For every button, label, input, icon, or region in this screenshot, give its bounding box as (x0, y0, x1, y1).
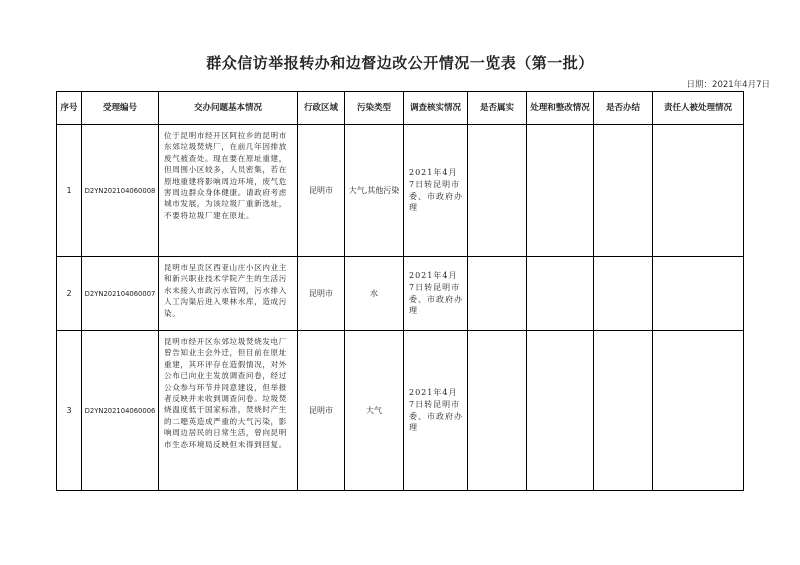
investigation-cell: 2021年4月7日转昆明市委、市政府办理 (404, 331, 468, 491)
issue-description: 位于昆明市经开区阿拉乡的昆明市东郊垃圾焚烧厂，在前几年因排放废气被查处。现在要在原址重建，但周围小区较多，人员密集，若在原地重建将影响周边环境，废气危害周边群众身体健康。请政府考虑城市发展，为该垃圾厂重新选址，不要将垃圾厂建在原址。 (159, 125, 298, 257)
pollution-type-cell: 大气 (345, 331, 404, 491)
header-responsible-handling: 责任人被处理情况 (653, 92, 744, 125)
region-cell: 昆明市 (298, 331, 345, 491)
investigation-cell: 2021年4月7日转昆明市委、市政府办理 (404, 257, 468, 331)
investigation-cell: 2021年4月7日转昆明市委、市政府办理 (404, 125, 468, 257)
table-row (57, 331, 744, 491)
row-number: 3 (57, 331, 82, 491)
header-handling: 处理和整改情况 (527, 92, 594, 125)
is-closed-cell (594, 257, 653, 331)
pollution-type-cell: 大气,其他污染 (345, 125, 404, 257)
table-row (57, 125, 744, 257)
page-title: 群众信访举报转办和边督边改公开情况一览表（第一批） (206, 54, 594, 72)
header-is-true: 是否属实 (468, 92, 527, 125)
pollution-type-cell: 水 (345, 257, 404, 331)
responsible-cell (653, 125, 744, 257)
header-issue-description: 交办问题基本情况 (159, 92, 298, 125)
table-row (57, 257, 744, 331)
handling-cell (527, 125, 594, 257)
acceptance-code: D2YN202104060007 (82, 257, 159, 331)
is-true-cell (468, 257, 527, 331)
complaints-table (56, 91, 744, 491)
is-closed-cell (594, 331, 653, 491)
row-number: 1 (57, 125, 82, 257)
region-cell: 昆明市 (298, 125, 345, 257)
issue-description: 昆明市经开区东郊垃圾焚烧发电厂曾告知业主会外迁，但目前在原址重建，其环评存在造假情况，对外公布已向业主发放调查问卷，经过公众参与环节并同意建设，但举报者反映并未收到调查问卷。垃圾焚烧温度低于国家标准，焚烧时产生的二噁英造成严重的大气污染，影响周边居民的日常生活，曾向昆明市生态环境局反映但未得到回复。 (159, 331, 298, 491)
header-acceptance-code: 受理编号 (82, 92, 159, 125)
is-true-cell (468, 331, 527, 491)
responsible-cell (653, 257, 744, 331)
header-administrative-region: 行政区域 (298, 92, 345, 125)
issue-description: 昆明市呈贡区西亚山庄小区内业主和新兴职业技术学院产生的生活污水未接入市政污水管网，污水排入人工沟渠后进入果林水库，造成污染。 (159, 257, 298, 331)
handling-cell (527, 257, 594, 331)
is-closed-cell (594, 125, 653, 257)
handling-cell (527, 331, 594, 491)
header-investigation: 调查核实情况 (404, 92, 468, 125)
header-pollution-type: 污染类型 (345, 92, 404, 125)
responsible-cell (653, 331, 744, 491)
region-cell: 昆明市 (298, 257, 345, 331)
document-date: 日期：2021年4月7日 (686, 80, 770, 90)
acceptance-code: D2YN202104060008 (82, 125, 159, 257)
header-serial-number: 序号 (57, 92, 82, 125)
row-number: 2 (57, 257, 82, 331)
acceptance-code: D2YN202104060006 (82, 331, 159, 491)
header-is-closed: 是否办结 (594, 92, 653, 125)
table-header-row (57, 92, 744, 125)
is-true-cell (468, 125, 527, 257)
